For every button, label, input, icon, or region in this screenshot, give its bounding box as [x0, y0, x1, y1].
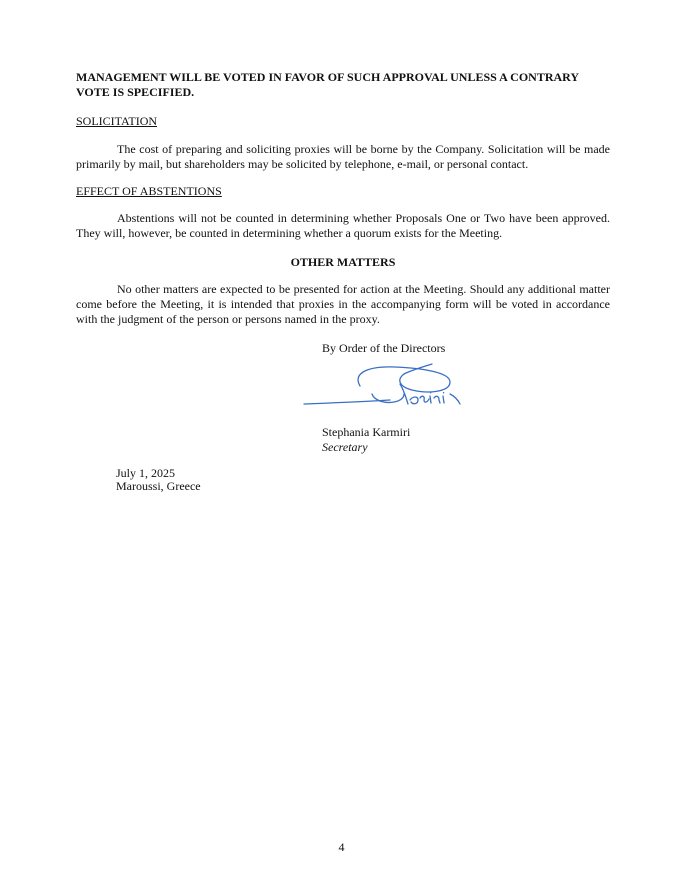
management-vote-statement: MANAGEMENT WILL BE VOTED IN FAVOR OF SUCH APPROVAL UNLESS A CONTRARY VOTE IS SPECIFIED. — [76, 70, 579, 99]
document-location: Maroussi, Greece — [116, 479, 201, 493]
signatory-title: Secretary — [322, 440, 368, 454]
page-number: 4 — [338, 840, 345, 854]
abstentions-heading: EFFECT OF ABSTENTIONS — [76, 184, 222, 198]
solicitation-paragraph: The cost of preparing and soliciting proxies will be borne by the Company. Solicitation will be made primarily by mail, but shareholders may be solicited by telephone, e-mail, or personal contact. — [76, 142, 610, 171]
document-date: July 1, 2025 — [116, 466, 176, 480]
other-matters-heading: OTHER MATTERS — [290, 255, 396, 269]
by-order-line: By Order of the Directors — [322, 341, 446, 355]
other-matters-paragraph: No other matters are expected to be presented for action at the Meeting. Should any additional matter come before the Meeting, it is intended that proxies in the accompanying form will be voted in accordance with the judgment of the person or persons named in the proxy. — [76, 282, 610, 326]
abstentions-paragraph: Abstentions will not be counted in determining whether Proposals One or Two have been approved. They will, however, be counted in determining whether a quorum exists for the Meeting. — [76, 211, 610, 240]
signatory-name: Stephania Karmiri — [322, 425, 411, 439]
handwritten-signature — [300, 360, 470, 412]
solicitation-heading: SOLICITATION — [76, 114, 158, 128]
